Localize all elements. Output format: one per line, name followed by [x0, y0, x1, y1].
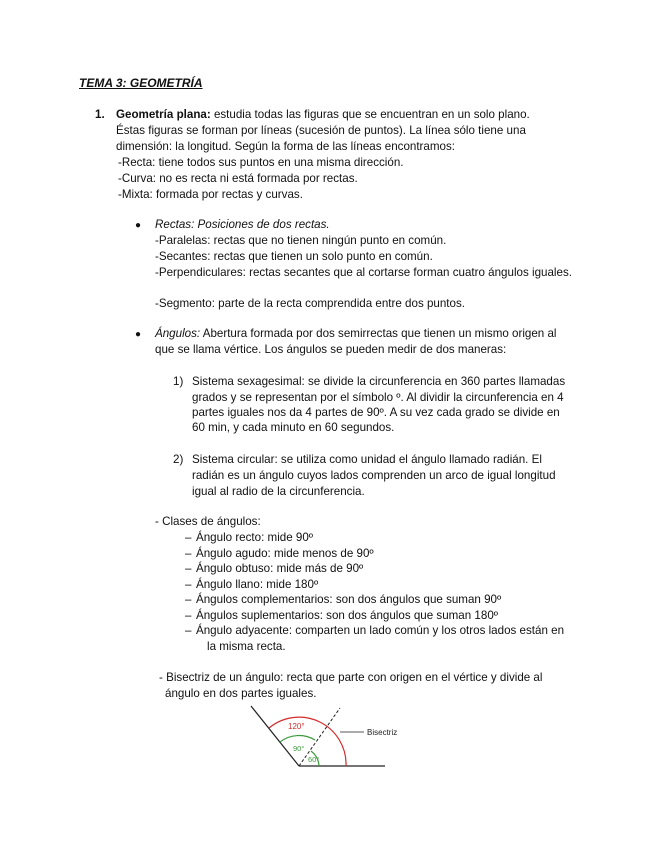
- label-60: 60°: [308, 755, 320, 764]
- rectas-secantes: -Secantes: rectas que tienen un solo punto en común.: [155, 250, 433, 263]
- sistema-line: Sistema circular: se utiliza como unidad el ángulo llamado radián. El: [192, 453, 542, 466]
- clase-item: Ángulo llano: mide 180º: [196, 578, 319, 591]
- section-number: 1.: [95, 108, 105, 121]
- sistema-line: partes iguales nos da 4 partes de 90º. A su vez cada grado se divide en: [192, 406, 560, 419]
- rectas-heading: Rectas: Posiciones de dos rectas.: [155, 218, 330, 231]
- clase-item: Ángulo adyacente: comparten un lado común y los otros lados están en: [196, 624, 565, 637]
- angulos-intro: [155, 326, 557, 341]
- section-line: Éstas figuras se forman por líneas (sucesión de puntos). La línea sólo tiene una: [116, 124, 526, 137]
- bullet-icon: ●: [135, 329, 142, 340]
- dash-icon: –: [185, 593, 192, 606]
- section-intro-text: estudia todas las figuras que se encuentran en un solo plano.: [210, 108, 530, 121]
- clase-item: Ángulo recto: mide 90º: [196, 531, 314, 544]
- section-line: dimensión: la longitud. Según la forma de las líneas encontramos:: [116, 140, 455, 153]
- rectas-segmento: -Segmento: parte de la recta comprendida entre dos puntos.: [155, 297, 465, 310]
- bisectriz-line: - Bisectriz de un ángulo: recta que parte con origen en el vértice y divide al: [159, 671, 543, 684]
- angulos-line: que se llama vértice. Los ángulos se pueden medir de dos maneras:: [155, 343, 507, 356]
- clase-item-cont: la misma recta.: [207, 640, 286, 653]
- sistema-line: grados y se representan por el símbolo º. Al dividir la circunferencia en 4: [192, 391, 564, 404]
- section-intro: [116, 107, 530, 122]
- clase-item: Ángulos suplementarios: son dos ángulos que suman 180º: [196, 609, 499, 622]
- clase-item: Ángulos complementarios: son dos ángulos que suman 90º: [196, 593, 502, 606]
- sistema-number: 2): [173, 453, 184, 466]
- bisectriz-line: ángulo en dos partes iguales.: [165, 687, 317, 700]
- angulos-heading: Ángulos:: [155, 327, 201, 340]
- dash-icon: –: [185, 562, 192, 575]
- line-type-recta: -Recta: tiene todos sus puntos en una misma dirección.: [118, 156, 404, 169]
- dash-icon: –: [185, 578, 192, 591]
- rectas-perpendiculares: -Perpendiculares: rectas secantes que al cortarse forman cuatro ángulos iguales.: [155, 266, 572, 279]
- sistema-line: radián es un ángulo cuyos lados comprenden un arco de igual longitud: [192, 469, 556, 482]
- sistema-line: 60 min, y cada minuto en 60 segundos.: [192, 421, 395, 434]
- clases-heading: - Clases de ángulos:: [155, 515, 261, 528]
- sistema-line: igual al radio de la circunferencia.: [192, 485, 365, 498]
- bisectriz-ray: [299, 708, 340, 766]
- sistema-line: Sistema sexagesimal: se divide la circunferencia en 360 partes llamadas: [192, 375, 566, 388]
- line-type-curva: -Curva: no es recta ni está formada por rectas.: [118, 172, 358, 185]
- section-heading: Geometría plana:: [116, 108, 211, 121]
- dash-icon: –: [185, 624, 192, 637]
- dash-icon: –: [185, 531, 192, 544]
- bullet-icon: ●: [135, 220, 142, 231]
- dash-icon: –: [185, 547, 192, 560]
- label-bisectriz: Bisectriz: [367, 728, 398, 737]
- label-90: 90°: [293, 744, 305, 753]
- clase-item: Ángulo agudo: mide menos de 90º: [196, 547, 374, 560]
- page-title: TEMA 3: GEOMETRÍA: [79, 76, 203, 90]
- dash-icon: –: [185, 609, 192, 622]
- label-120: 120°: [288, 722, 305, 731]
- line-type-mixta: -Mixta: formada por rectas y curvas.: [118, 188, 303, 201]
- bisectriz-figure: [245, 702, 425, 782]
- sistema-number: 1): [173, 375, 184, 388]
- rectas-paralelas: -Paralelas: rectas que no tienen ningún punto en común.: [155, 234, 447, 247]
- arc-60-left: [280, 736, 315, 742]
- clase-item: Ángulo obtuso: mide más de 90º: [196, 562, 364, 575]
- angulos-intro-text: Abertura formada por dos semirrectas que tienen un mismo origen al: [200, 327, 557, 340]
